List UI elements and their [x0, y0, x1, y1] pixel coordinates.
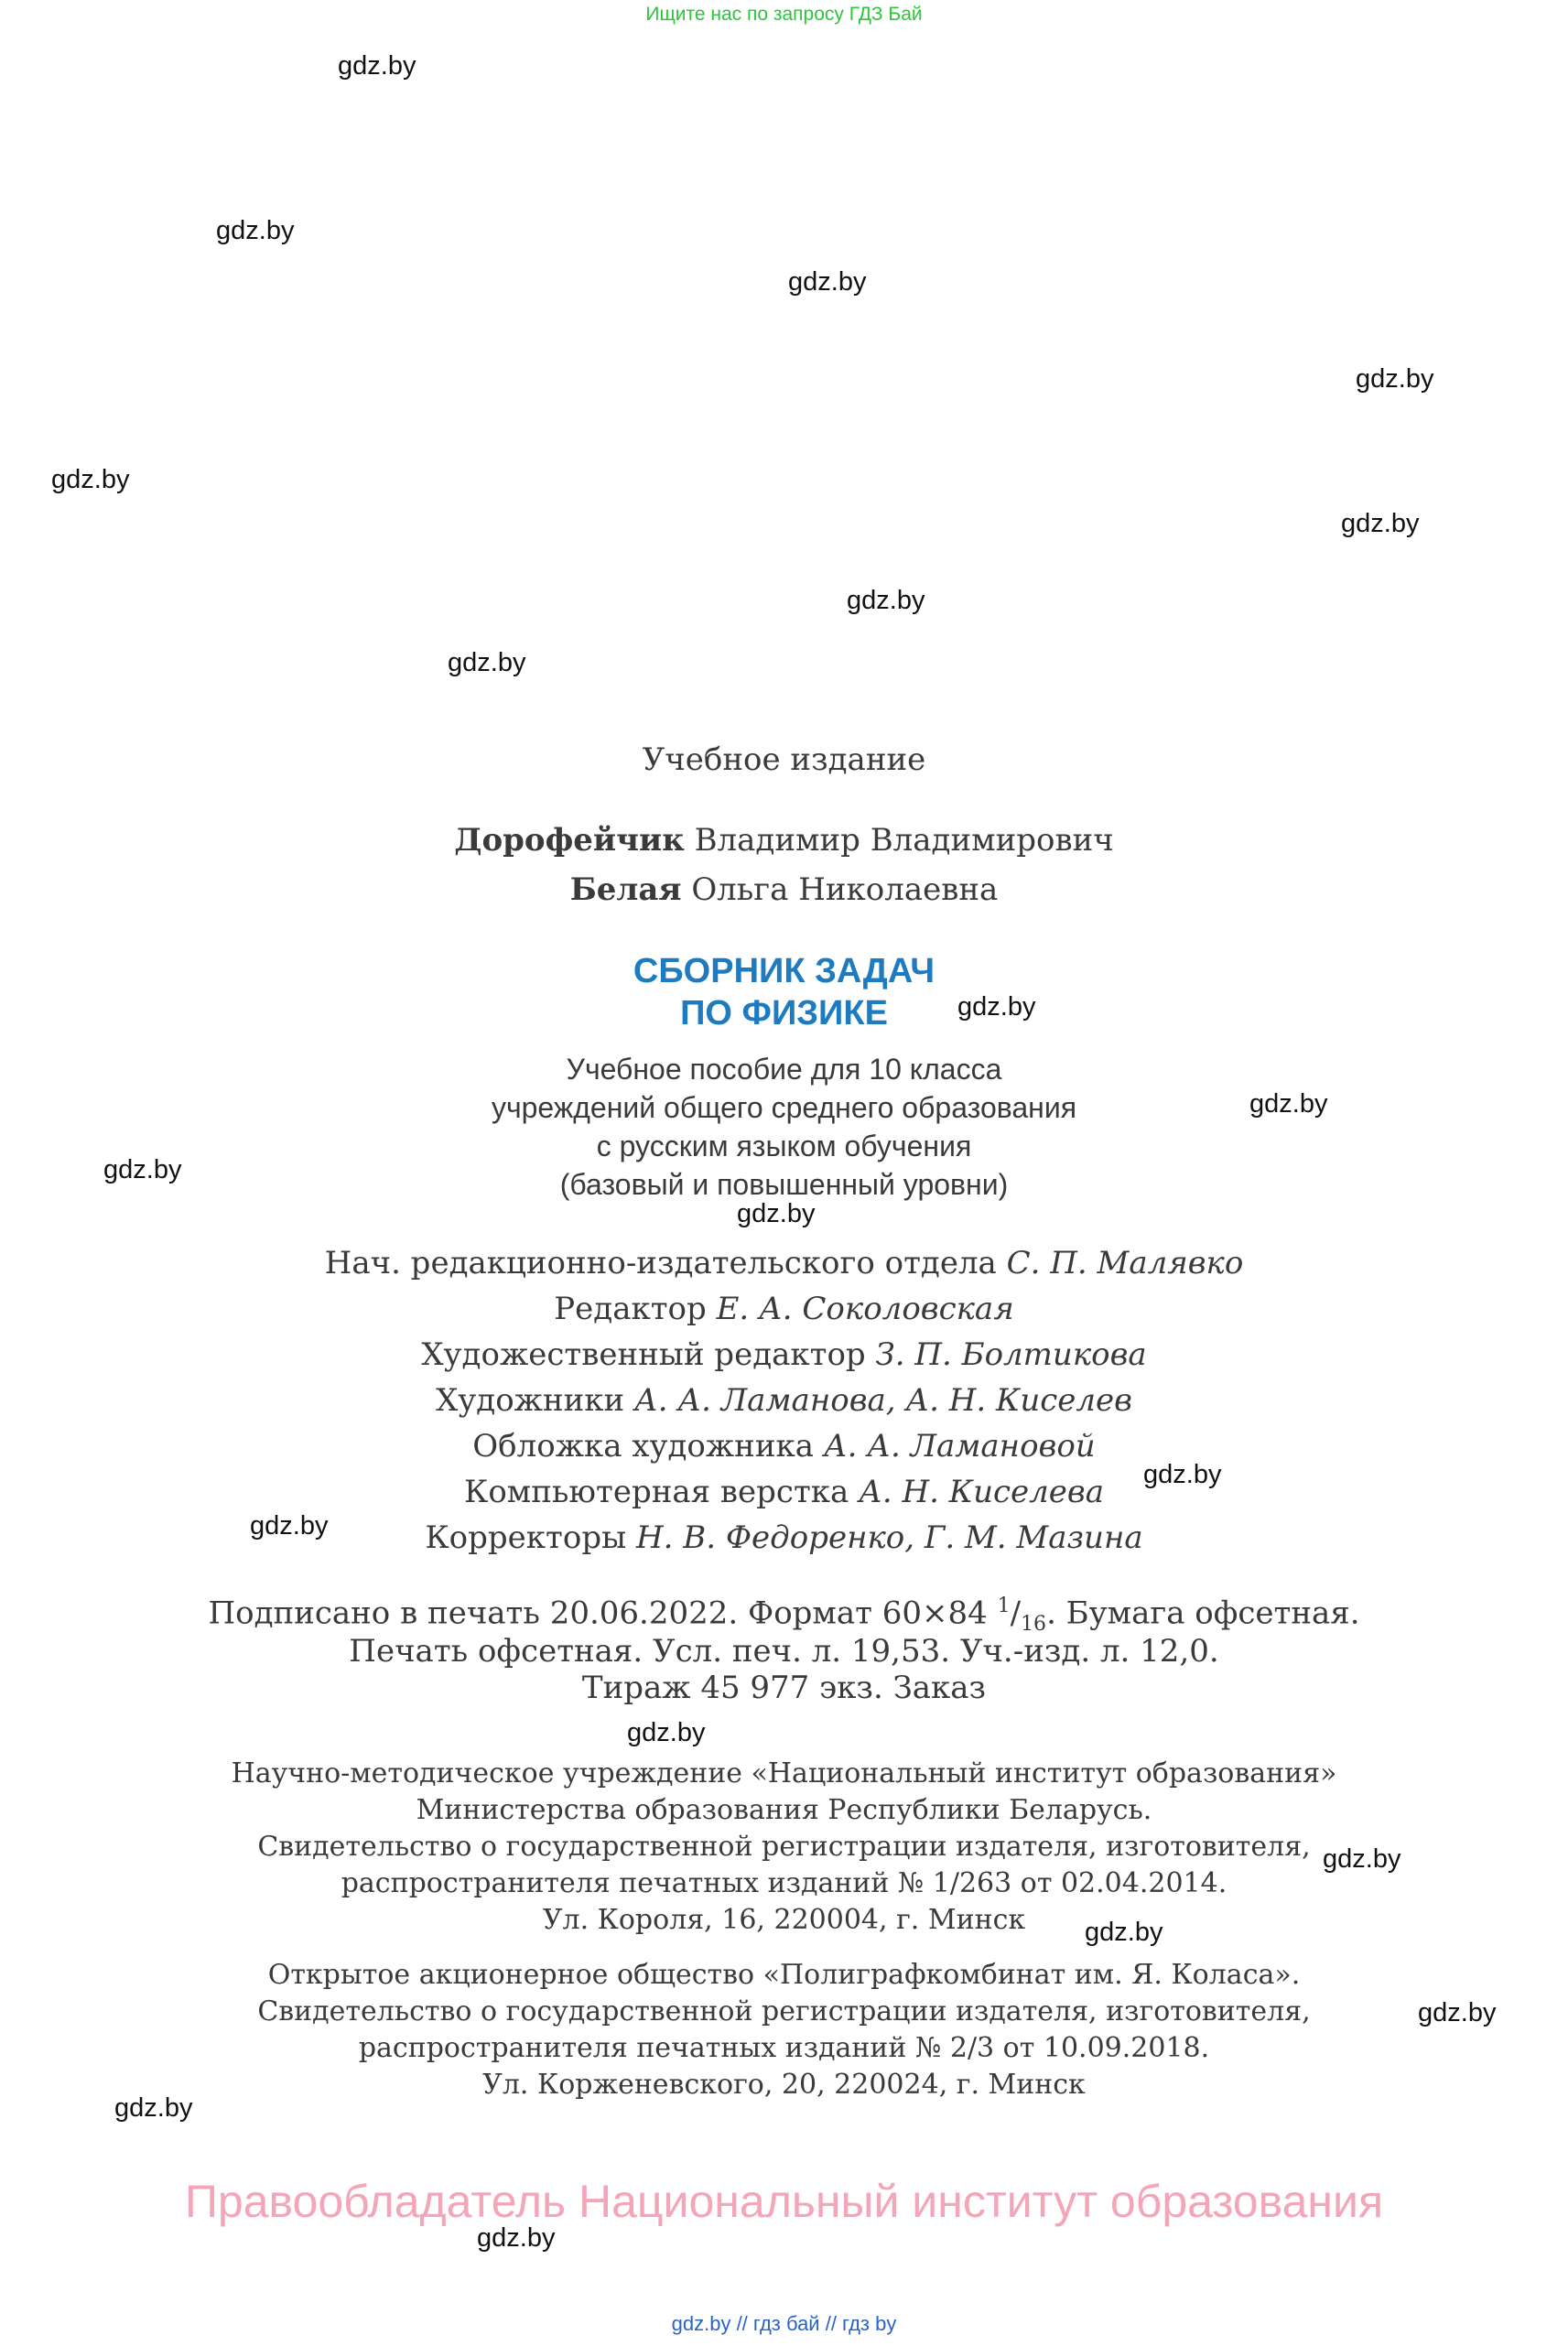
credit-line: [0, 1291, 1568, 1327]
credit-role: Нач. редакционно-издательского отдела: [324, 1245, 997, 1281]
credit-line: [0, 1474, 1568, 1510]
credit-role: Художники: [436, 1382, 625, 1419]
watermark: gdz.by: [477, 2223, 556, 2253]
publisher-line: Ул. Короля, 16, 220004, г. Минск: [542, 1904, 1026, 1936]
credit-line: [0, 1336, 1568, 1373]
credit-line: [0, 1382, 1568, 1419]
credit-person: З. П. Болтикова: [875, 1336, 1147, 1373]
watermark: gdz.by: [1418, 1998, 1497, 2027]
watermark: gdz.by: [1356, 364, 1434, 394]
description-line: учреждений общего среднего образования: [491, 1091, 1077, 1124]
top-banner: Ищите нас по запросу ГДЗ Бай: [645, 4, 923, 25]
publisher-line: Научно-методическое учреждение «Национальный институт образования»: [231, 1757, 1337, 1789]
credit-person: А. Н. Киселева: [859, 1474, 1104, 1510]
format-fraction-denominator: 16: [1021, 1613, 1047, 1637]
credit-person: С. П. Малявко: [1006, 1245, 1244, 1281]
description-line: Учебное пособие для 10 класса: [566, 1053, 1002, 1086]
footer-links: gdz.by // гдз бай // гдз by: [671, 2312, 897, 2335]
watermark: gdz.by: [338, 51, 416, 81]
credit-person: А. А. Ламанова, А. Н. Киселев: [634, 1382, 1132, 1419]
watermark: gdz.by: [788, 267, 867, 297]
credit-person: Н. В. Федоренко, Г. М. Мазина: [635, 1519, 1143, 1556]
credit-role: Компьютерная верстка: [464, 1474, 849, 1510]
watermark: gdz.by: [627, 1718, 706, 1747]
rights-holder: Правообладатель Национальный институт образования: [184, 2176, 1384, 2227]
watermark: gdz.by: [847, 586, 925, 615]
watermark: gdz.by: [1143, 1460, 1222, 1489]
description-line: с русским языком обучения: [596, 1130, 972, 1162]
watermark: gdz.by: [51, 465, 130, 494]
author-line: [0, 822, 1568, 859]
print-info-line: Подписано в печать 20.06.2022. Формат 60×84 $^1/_{16}$. Бумага офсетная.: [208, 1595, 1360, 1637]
printer-line: Свидетельство о государственной регистрации издателя, изготовителя,: [257, 1995, 1311, 2027]
publisher-line: Министерства образования Республики Беларусь.: [416, 1794, 1152, 1826]
watermark: gdz.by: [250, 1511, 329, 1541]
watermark: gdz.by: [1323, 1844, 1401, 1874]
credit-role: Художественный редактор: [421, 1336, 866, 1373]
author-name: Ольга Николаевна: [691, 871, 999, 908]
printer-line: распространителя печатных изданий № 2/3 от 10.09.2018.: [358, 2032, 1210, 2064]
watermark: gdz.by: [216, 216, 295, 245]
publisher-line: распространителя печатных изданий № 1/263 от 02.04.2014.: [341, 1867, 1227, 1899]
print-info-text: Подписано в печать 20.06.2022. Формат 60×84: [208, 1595, 998, 1632]
book-title-line: ПО ФИЗИКЕ: [680, 994, 888, 1032]
credit-line: [0, 1428, 1568, 1465]
credit-person: А. А. Ламановой: [823, 1428, 1096, 1465]
publisher-line: Свидетельство о государственной регистрации издателя, изготовителя,: [257, 1831, 1311, 1863]
author-name: Владимир Владимирович: [694, 822, 1114, 859]
book-title-line: СБОРНИК ЗАДАЧ: [633, 952, 935, 990]
format-fraction-numerator: 1: [997, 1595, 1011, 1617]
edition-type: Учебное издание: [642, 741, 926, 778]
watermark: gdz.by: [1085, 1918, 1163, 1947]
watermark: gdz.by: [448, 648, 526, 677]
watermark: gdz.by: [114, 2093, 193, 2123]
watermark: gdz.by: [1249, 1089, 1328, 1119]
print-info-line: Печать офсетная. Усл. печ. л. 19,53. Уч.-изд. л. 12,0.: [349, 1633, 1219, 1670]
credit-role: Обложка художника: [472, 1428, 815, 1465]
author-line: [0, 871, 1568, 908]
watermark: gdz.by: [1341, 509, 1420, 538]
printer-line: Ул. Корженевского, 20, 220024, г. Минск: [482, 2069, 1086, 2101]
credit-person: Е. А. Соколовская: [716, 1291, 1014, 1327]
description-line: (базовый и повышенный уровни): [559, 1168, 1009, 1201]
credit-line: [0, 1519, 1568, 1556]
watermark: gdz.by: [103, 1155, 182, 1184]
printer-line: Открытое акционерное общество «Полиграфкомбинат им. Я. Коласа».: [267, 1959, 1301, 1991]
print-info-text: . Бумага офсетная.: [1046, 1595, 1360, 1632]
credit-line: [0, 1245, 1568, 1281]
credit-role: Редактор: [554, 1291, 707, 1327]
credit-role: Корректоры: [425, 1519, 627, 1556]
author-surname: Дорофейчик: [454, 822, 685, 859]
print-info-line: Тираж 45 977 экз. Заказ: [581, 1670, 987, 1706]
watermark: gdz.by: [957, 992, 1036, 1022]
watermark: gdz.by: [737, 1199, 816, 1228]
author-surname: Белая: [569, 871, 682, 908]
